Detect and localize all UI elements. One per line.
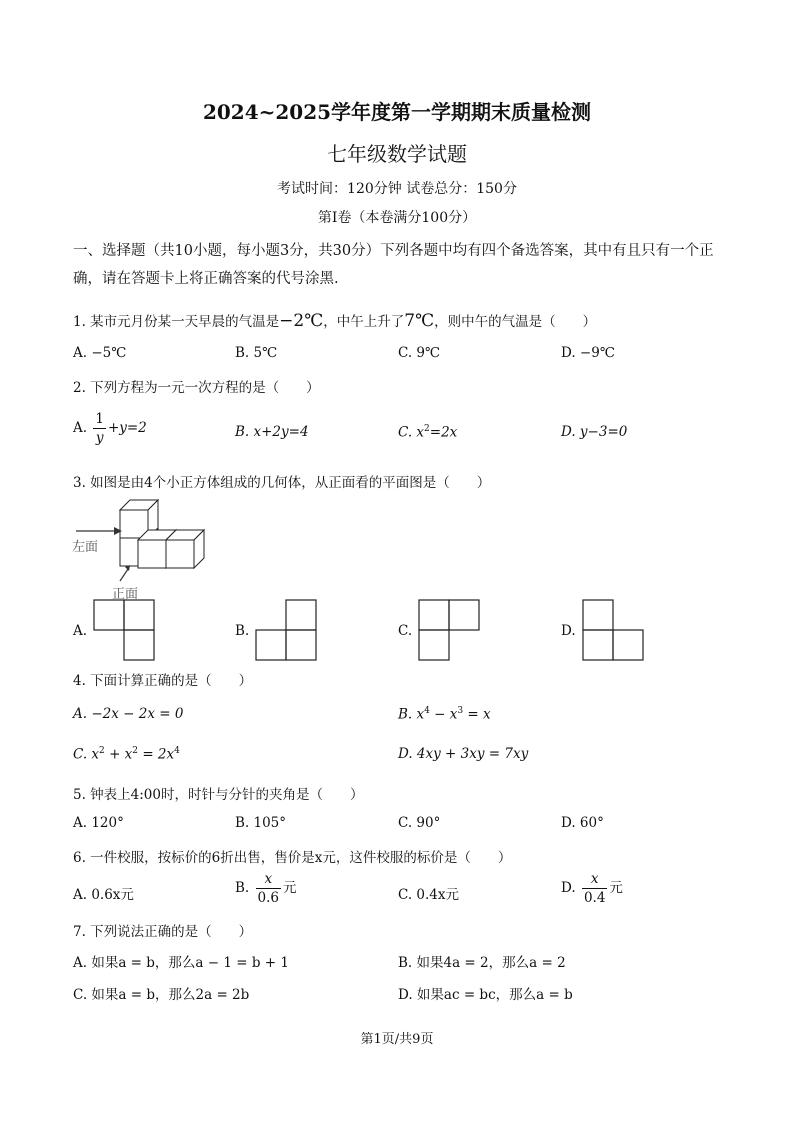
question-5-option-b[interactable]: B. 105° [235, 815, 287, 831]
question-7-option-c[interactable]: C. 如果a = b，那么2a = 2b [73, 987, 250, 1003]
fraction: $\frac{x}{0.4}$ [583, 871, 606, 906]
option-a-view[interactable] [93, 599, 157, 661]
part-heading: 第Ⅰ卷（本卷满分100分） [317, 210, 477, 226]
question-1-option-b[interactable]: B. 5℃ [235, 345, 278, 361]
question-7-stem: 7. 下列说法正确的是（ ） [73, 924, 253, 940]
front-side-label: 正面 [112, 587, 139, 602]
option-d-view[interactable] [582, 599, 646, 661]
question-7-option-d[interactable]: D. 如果ac = bc，那么a = b [398, 987, 573, 1003]
question-2-option-b[interactable]: B. x+2y=4 [235, 424, 309, 440]
left-side-label: 左面 [72, 540, 99, 555]
question-4-option-d[interactable]: D. 4xy + 3xy = 7xy [398, 746, 529, 762]
question-3-stem: 3. 如图是由4个小正方体组成的几何体，从正面看的平面图是（ ） [73, 475, 491, 491]
question-5-stem: 5. 钟表上4:00时，时针与分针的夹角是（ ） [73, 787, 364, 803]
question-6-option-a[interactable]: A. 0.6x元 [73, 887, 134, 903]
question-4-stem: 4. 下面计算正确的是（ ） [73, 673, 253, 689]
page-number: 第1页/共9页 [360, 1032, 434, 1047]
question-1-option-d[interactable]: D. −9℃ [561, 345, 615, 361]
question-3-option-d[interactable]: D. [561, 623, 576, 639]
question-1-option-c[interactable]: C. 9℃ [398, 345, 441, 361]
question-4-option-a[interactable]: A. −2x − 2x = 0 [73, 706, 184, 722]
question-3-option-a[interactable]: A. [73, 623, 88, 639]
question-1-stem: 1. 某市元月份某一天早晨的气温是−2℃，中午上升了7℃，则中午的气温是（ ） [73, 311, 597, 331]
question-6-option-b[interactable]: B. $\frac{x}{0.6}$ 元 [235, 871, 297, 906]
question-5-option-c[interactable]: C. 90° [398, 815, 441, 831]
question-7-option-b[interactable]: B. 如果4a = 2，那么a = 2 [398, 955, 566, 971]
option-b-view[interactable] [255, 599, 319, 661]
exam-title: 2024~2025学年度第一学期期末质量检测 [202, 100, 592, 124]
question-3-option-c[interactable]: C. [398, 623, 413, 639]
question-2-option-d[interactable]: D. y−3=0 [561, 424, 628, 440]
question-2-option-a[interactable]: A. $\frac{1}{y}$ +y=2 [73, 411, 147, 446]
question-6-option-d[interactable]: D. $\frac{x}{0.4}$ 元 [561, 871, 623, 906]
question-6-stem: 6. 一件校服，按标价的6折出售，售价是x元，这件校服的标价是（ ） [73, 850, 512, 866]
fraction: $\frac{1}{y}$ [95, 411, 104, 446]
exam-subtitle: 七年级数学试题 [327, 142, 467, 166]
option-c-view[interactable] [418, 599, 482, 661]
question-2-stem: 2. 下列方程为一元一次方程的是（ ） [73, 380, 320, 396]
question-6-option-c[interactable]: C. 0.4x元 [398, 887, 460, 903]
section1-instructions: 一、选择题（共10小题，每小题3分，共30分）下列各题中均有四个备选答案，其中有且只有一个正确，请在答题卡上将正确答案的代号涂黑. [73, 243, 714, 287]
question-3-option-b[interactable]: B. [235, 623, 250, 639]
question-4-option-c[interactable]: C. $x^2 + x^2 = 2x^4$ [73, 746, 180, 763]
question-4-option-b[interactable]: B. $x^4 - x^3 = x$ [398, 706, 491, 723]
question-5-option-d[interactable]: D. 60° [561, 815, 604, 831]
question-1-option-a[interactable]: A. −5℃ [73, 345, 127, 361]
fraction: $\frac{x}{0.6}$ [257, 871, 279, 906]
exam-info: 考试时间：120分钟 试卷总分：150分 [277, 181, 517, 197]
question-2-option-c[interactable]: C. $x^2=2x$ [398, 424, 458, 441]
question-5-option-a[interactable]: A. 120° [73, 815, 124, 831]
question-7-option-a[interactable]: A. 如果a = b，那么a − 1 = b + 1 [73, 955, 289, 971]
